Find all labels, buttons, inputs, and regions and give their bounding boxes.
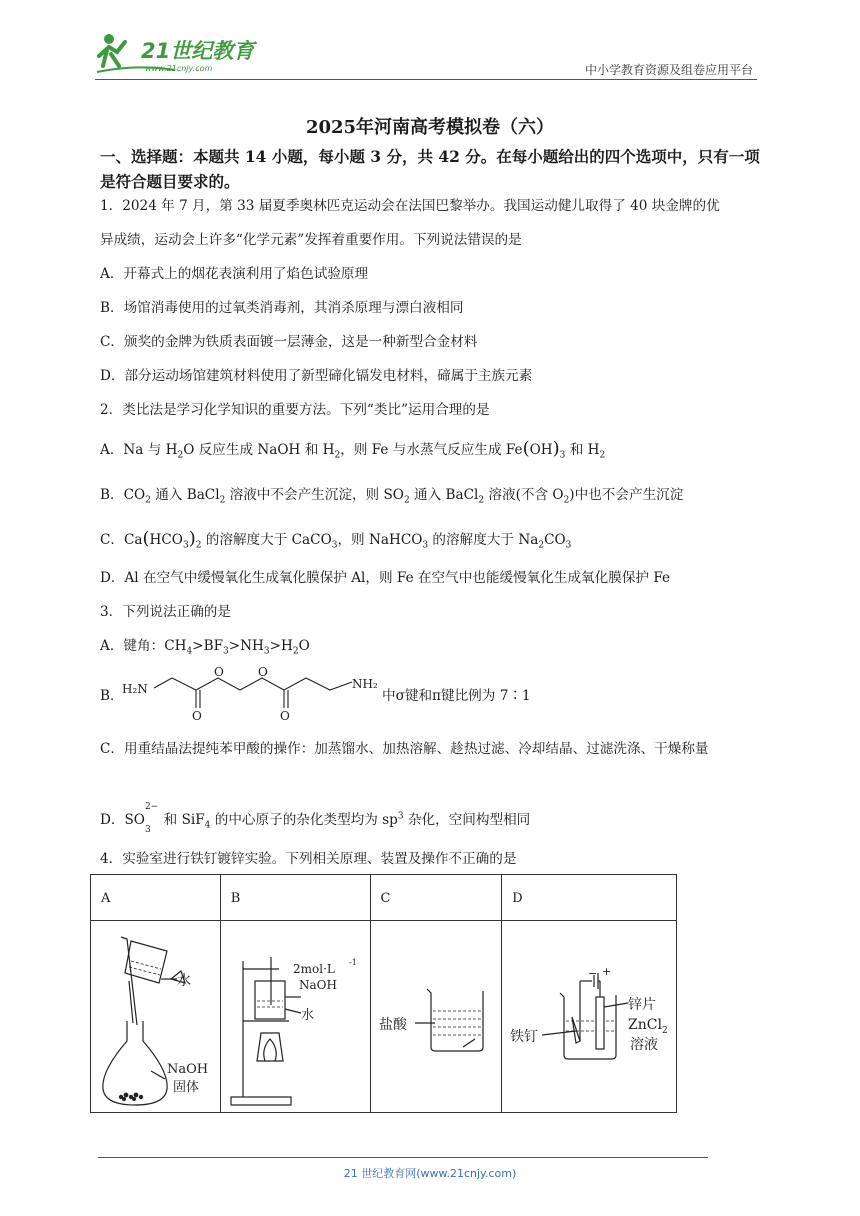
svg-text:溶液: 溶液 — [630, 1037, 659, 1053]
q4-figure-a — [91, 921, 221, 1113]
q1-stem-line2: 异成绩，运动会上许多“化学元素”发挥着重要作用。下列说法错误的是 — [100, 232, 522, 248]
q1-option-d: D．部分运动场馆建筑材料使用了新型碲化镉发电材料，碲属于主族元素 — [100, 368, 533, 384]
acid-beaker-icon — [371, 921, 501, 1111]
svg-text:固体: 固体 — [173, 1080, 200, 1095]
q2-stem: 2．类比法是学习化学知识的重要方法。下列“类比”运用合理的是 — [100, 402, 490, 418]
svg-text:+: + — [602, 965, 612, 978]
svg-text:-1: -1 — [348, 958, 357, 967]
footer-link[interactable]: 21 世纪教育网(www.21cnjy.com) — [343, 1167, 517, 1180]
svg-text:NaOH: NaOH — [298, 978, 337, 992]
svg-text:−: − — [588, 967, 598, 980]
q4-figure-b — [220, 921, 370, 1113]
q4-figure-c — [370, 921, 502, 1113]
svg-text:水: 水 — [300, 1008, 314, 1023]
heating-apparatus-icon — [221, 921, 369, 1111]
q3-option-b: B． H₂N O O O O NH₂ 中σ键和π键比例为 7∶1 — [100, 662, 764, 722]
q4-figure-d — [502, 921, 677, 1113]
q3-stem: 3．下列说法正确的是 — [100, 604, 231, 620]
q2-option-c: C．$Ca(HCO_3)_2$ 的溶解度大于 CaCO$_3$，则 NaHCO$_3$ 的溶解度大于 $Na_2CO_3$ — [100, 528, 572, 551]
svg-text:锌片: 锌片 — [628, 997, 657, 1013]
page-header — [95, 28, 757, 80]
section-heading: 一、选择题：本题共 14 小题，每小题 3 分，共 42 分。在每小题给出的四个选项中，只有一项是符合题目要求的。 — [100, 147, 760, 191]
amine-right-label: NH₂ — [352, 677, 378, 691]
q2-option-a: A．Na 与 $H_2O$ 反应生成 NaOH 和 $H_2$，则 Fe 与水蒸气反应生成 $Fe(OH)_3$ 和 $H_2$ — [100, 438, 606, 461]
electroplating-cell-icon — [502, 921, 675, 1111]
platform-name: 中小学教育资源及组卷应用平台 — [584, 63, 753, 77]
q1-option-b: B．场馆消毒使用的过氧类消毒剂，其消杀原理与漂白液相同 — [100, 300, 464, 316]
svg-text:NaOH: NaOH — [167, 1062, 209, 1077]
ester-o-left: O — [214, 665, 224, 679]
q1-option-c: C．颁奖的金牌为铁质表面镀一层薄金，这是一种新型合金材料 — [100, 334, 478, 350]
molecule-structure — [120, 662, 382, 722]
exam-title: 2025年河南高考模拟卷（六） — [305, 117, 555, 138]
svg-text:水: 水 — [177, 973, 191, 989]
volumetric-flask-icon — [91, 921, 219, 1111]
svg-text:ZnCl: ZnCl — [628, 1017, 663, 1033]
logo-icon — [95, 30, 265, 76]
q4-header-a: A — [91, 875, 221, 921]
q2-option-b: B．$CO_2$ 通入 BaCl$_2$ 溶液中不会产生沉淀，则 $SO_2$ 通入 BaCl$_2$ 溶液(不含 $O_2$)中也不会产生沉淀 — [100, 487, 684, 506]
svg-text:2: 2 — [662, 1026, 668, 1036]
q1-stem-line1: 1．2024 年 7 月，第 33 届夏季奥林匹克运动会在法国巴黎举办。我国运动健儿取得了 40 块金牌的优 — [100, 198, 720, 214]
q4-stem: 4．实验室进行铁钉镀锌实验。下列相关原理、装置及操作不正确的是 — [100, 851, 517, 867]
ester-o-right: O — [258, 665, 268, 679]
svg-text:盐酸: 盐酸 — [378, 1017, 407, 1033]
q4-header-b: B — [220, 875, 370, 921]
q2-option-d: D．Al 在空气中缓慢氧化生成氧化膜保护 Al，则 Fe 在空气中也能缓慢氧化生成氧化膜保护 Fe — [100, 570, 671, 586]
q3-option-a: A．键角：$CH_4>BF_3>NH_3>H_2O$ — [100, 638, 310, 657]
amine-left-label: H₂N — [122, 682, 148, 696]
q4-header-d: D — [502, 875, 677, 921]
logo-text: 21世纪教育 — [141, 39, 255, 63]
q1-option-a: A．开幕式上的烟花表演利用了焰色试验原理 — [100, 266, 369, 282]
logo-url: www.21cnjy.com — [145, 64, 213, 73]
svg-text:铁钉: 铁钉 — [510, 1029, 539, 1045]
carbonyl-o-right: O — [280, 709, 290, 722]
q3-option-d: D．SO 2− $_3$ 和 SiF$_4$ 的中心原子的杂化类型均为 $sp^3$ 杂化，空间构型相同 — [100, 802, 531, 835]
q4-apparatus-table — [90, 874, 677, 1113]
q3-option-c: C．用重结晶法提纯苯甲酸的操作：加蒸馏水、加热溶解、趁热过滤、冷却结晶、过滤洗涤、干燥称量 — [100, 741, 709, 757]
q4-header-c: C — [370, 875, 502, 921]
svg-text:2mol·L: 2mol·L — [292, 962, 335, 976]
footer-divider — [98, 1157, 708, 1158]
carbonyl-o-left: O — [192, 709, 202, 722]
